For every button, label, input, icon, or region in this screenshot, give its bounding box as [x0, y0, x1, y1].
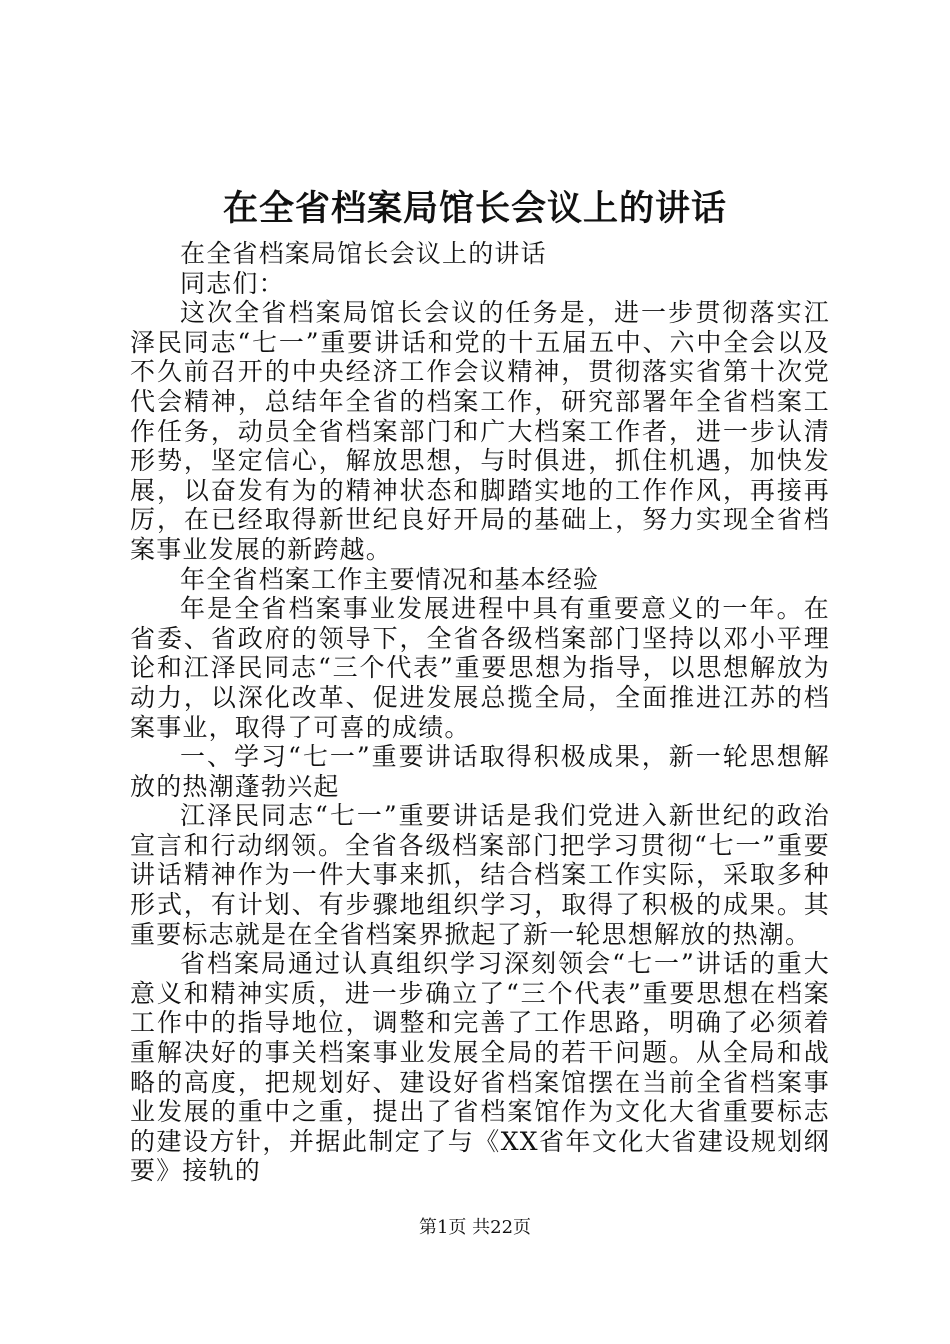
document-title: 在全省档案局馆长会议上的讲话 — [222, 188, 727, 229]
paragraph-subtitle: 在全省档案局馆长会议上的讲话 — [180, 239, 547, 268]
paragraph: 省档案局通过认真组织学习深刻领会“七一”讲话的重大意义和精神实质，进一步确立了“三个代表”重要思想在档案工作中的指导地位，调整和完善了工作思路，明确了必须着重解决好的事关档案事业发展全局的若干问题。从全局和战略的高度，把规划好、建设好省档案馆摆在当前全省档案事业发展的重中之重，提出了省档案馆作为文化大省重要标志的建设方针，并据此制定了与《XX省年文化大省建设规划纲要》接轨的 — [130, 949, 830, 1186]
section-heading: 一、学习“七一”重要讲话取得积极成果，新一轮思想解放的热潮蓬勃兴起 — [130, 742, 830, 801]
section-heading: 年全省档案工作主要情况和基本经验 — [180, 564, 600, 594]
paragraph: 年是全省档案事业发展进程中具有重要意义的一年。在省委、省政府的领导下，全省各级档案部门坚持以邓小平理论和江泽民同志“三个代表”重要思想为指导，以思想解放为动力，以深化改革、促进发展总揽全局，全面推进江苏的档案事业，取得了可喜的成绩。 — [130, 594, 830, 742]
page-number: 第1页 共22页 — [418, 1217, 532, 1238]
paragraph: 江泽民同志“七一”重要讲话是我们党进入新世纪的政治宣言和行动纲领。全省各级档案部门把学习贯彻“七一”重要讲话精神作为一件大事来抓，结合档案工作实际，采取多种形式，有计划、有步骤地组织学习，取得了积极的成果。其重要标志就是在全省档案界掀起了新一轮思想解放的热潮。 — [130, 801, 830, 949]
document-body — [130, 239, 830, 1186]
paragraph-salutation: 同志们： — [180, 268, 285, 298]
paragraph: 这次全省档案局馆长会议的任务是，进一步贯彻落实江泽民同志“七一”重要讲话和党的十五届五中、六中全会以及不久前召开的中央经济工作会议精神，贯彻落实省第十次党代会精神，总结年全省的档案工作，研究部署年全省档案工作任务，动员全省档案部门和广大档案工作者，进一步认清形势，坚定信心，解放思想，与时俱进，抓住机遇，加快发展，以奋发有为的精神状态和脚踏实地的工作作风，再接再厉，在已经取得新世纪良好开局的基础上，努力实现全省档案事业发展的新跨越。 — [130, 298, 830, 564]
